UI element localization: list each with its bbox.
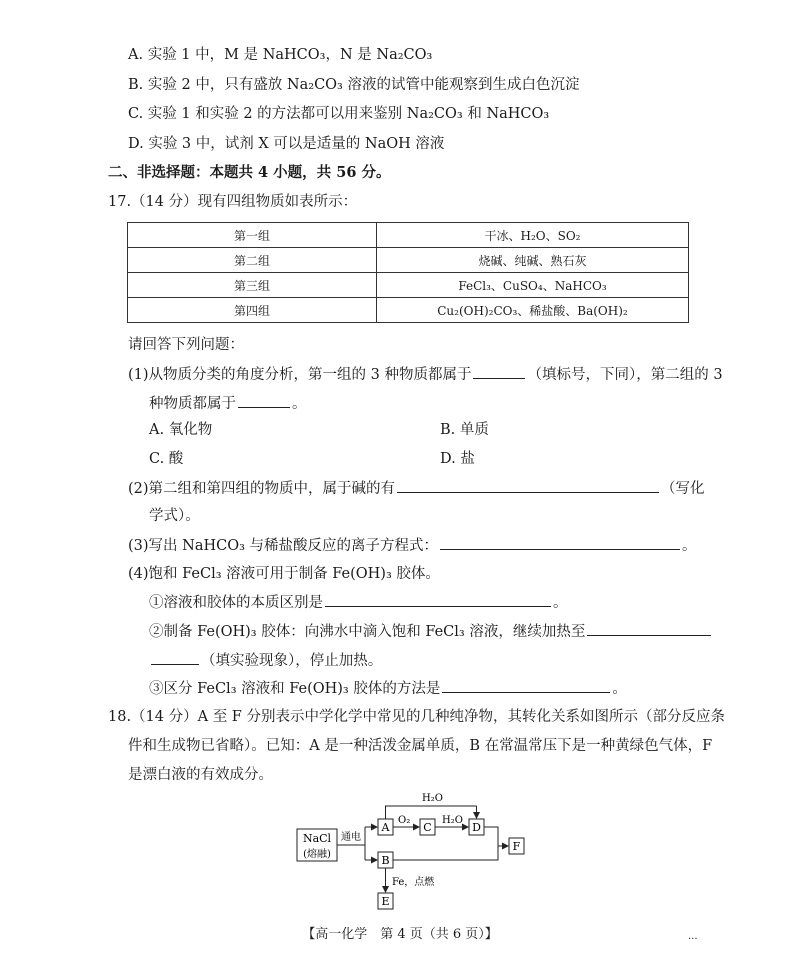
group-name: 第一组 (128, 223, 377, 248)
choice-a: A. 氧化物 (149, 422, 213, 438)
q16-option-d: D. 实验 3 中，试剂 X 可以是适量的 NaOH 溶液 (128, 136, 445, 152)
q17-part4-2-text-b: （填实验现象），停止加热。 (201, 653, 383, 669)
group-name: 第二组 (128, 248, 377, 273)
q17-stem: 17.（14 分）现有四组物质如表所示： (108, 194, 358, 210)
choice-c: C. 酸 (149, 451, 184, 467)
q17-part1-text-a: (1)从物质分类的角度分析，第一组的 3 种物质都属于 (128, 367, 472, 383)
molten-label: (熔融) (303, 849, 331, 860)
page-footer: 【高一化学 第 4 页（共 6 页）】 (302, 927, 498, 942)
e-label: E (381, 895, 390, 908)
q18-line3: 是漂白液的有效成分。 (128, 767, 273, 783)
section-heading: 二、非选择题：本题共 4 小题，共 56 分。 (108, 164, 391, 181)
o2-label: O₂ (398, 815, 411, 826)
fe-ignite-label: Fe，点燃 (392, 877, 435, 888)
b-label: B (381, 854, 390, 867)
nacl-label: NaCl (302, 832, 332, 845)
q18-line1: 18.（14 分）A 至 F 分别表示中学化学中常见的几种纯净物，其转化关系如图所示（部分反应条 (108, 709, 725, 725)
q17-part4-1-text-b: 。 (553, 595, 568, 611)
q17-part4-3-text-b: 。 (612, 681, 627, 697)
q17-part1-text-b: （填标号，下同），第二组的 3 (527, 367, 723, 383)
a-label: A (381, 821, 390, 834)
q17-part1-text-d: 。 (292, 396, 307, 412)
q17-part4-3-text-a: ③区分 FeCl₃ 溶液和 Fe(OH)₃ 胶体的方法是 (149, 681, 441, 697)
q17-part3-text-b: 。 (682, 538, 697, 554)
group-items: 干冰、H₂O、SO₂ (377, 223, 689, 248)
h2o-cd-label: H₂O (442, 815, 463, 826)
q17-part4-1-text-a: ①溶液和胶体的本质区别是 (149, 595, 323, 611)
group-items: FeCl₃、CuSO₄、NaHCO₃ (377, 273, 689, 298)
electrolysis-label: 通电 (341, 832, 361, 843)
group-items: 烧碱、纯碱、熟石灰 (377, 248, 689, 273)
group-items: Cu₂(OH)₂CO₃、稀盐酸、Ba(OH)₂ (377, 298, 689, 323)
q16-option-b: B. 实验 2 中，只有盛放 Na₂CO₃ 溶液的试管中能观察到生成白色沉淀 (128, 77, 580, 93)
c-label: C (423, 821, 432, 834)
q17-part2-text-b: （写化 (661, 481, 705, 497)
q18-line2: 件和生成物已省略）。已知：A 是一种活泼金属单质，B 在常温常压下是一种黄绿色气体，F (128, 738, 713, 754)
h2o-top-label: H₂O (422, 793, 443, 804)
q17-part3-text-a: (3)写出 NaHCO₃ 与稀盐酸反应的离子方程式： (128, 538, 439, 554)
group-name: 第四组 (128, 298, 377, 323)
q16-option-c: C. 实验 1 和实验 2 的方法都可以用来鉴别 Na₂CO₃ 和 NaHCO₃ (128, 106, 550, 122)
choice-b: B. 单质 (440, 422, 489, 438)
q17-part4-2-text-a: ②制备 Fe(OH)₃ 胶体：向沸水中滴入饱和 FeCl₃ 溶液，继续加热至 (149, 624, 586, 640)
q17-prompt: 请回答下列问题： (128, 337, 244, 353)
q17-part2-text-a: (2)第二组和第四组的物质中，属于碱的有 (128, 481, 396, 497)
f-label: F (512, 840, 521, 853)
choice-d: D. 盐 (440, 451, 475, 467)
q17-part2-text-c: 学式）。 (149, 508, 200, 524)
group-name: 第三组 (128, 273, 377, 298)
q17-part1-text-c: 种物质都属于 (149, 396, 236, 412)
q17-part4-stem: (4)饱和 FeCl₃ 溶液可用于制备 Fe(OH)₃ 胶体。 (128, 566, 440, 582)
corner-mark: ... (688, 931, 698, 942)
d-label: D (472, 821, 481, 834)
q16-option-a: A. 实验 1 中，M 是 NaHCO₃，N 是 Na₂CO₃ (128, 47, 433, 63)
